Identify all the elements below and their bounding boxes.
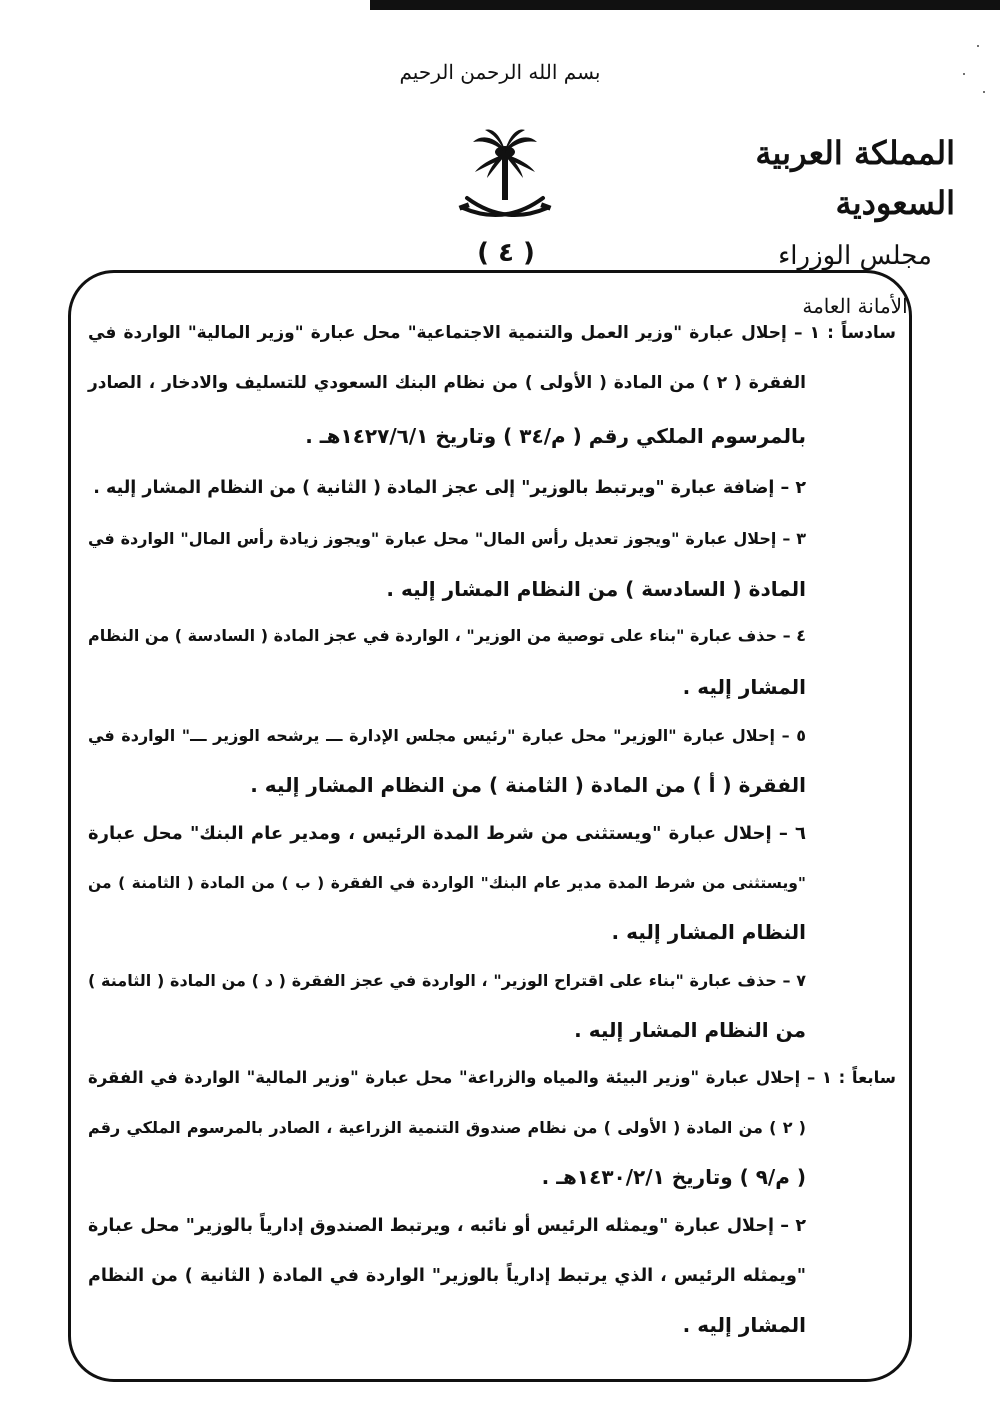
body-line: المشار إليه .	[682, 1313, 806, 1337]
body-line: المادة ( السادسة ) من النظام المشار إليه .	[386, 577, 806, 601]
body-line: "ويستثنى من شرط المدة مدير عام البنك" الواردة في الفقرة ( ب ) من المادة ( الثامنة ) من	[88, 874, 806, 892]
body-line: ( ٢ ) من المادة ( الأولى ) من نظام صندوق التنمية الزراعية ، الصادر بالمرسوم الملكي رقم	[88, 1118, 806, 1137]
body-line: سابعاً : ١ – إحلال عبارة "وزير البيئة والمياه والزراعة" محل عبارة "وزير المالية" الواردة في الفقرة	[88, 1068, 897, 1087]
country-name: المملكة العربية السعودية	[755, 134, 955, 222]
body-line: "ويمثله الرئيس ، الذي يرتبط إدارياً بالوزير" الواردة في المادة ( الثانية ) من النظام	[88, 1266, 806, 1286]
body-line: النظام المشار إليه .	[611, 920, 806, 944]
body-line: المشار إليه .	[682, 675, 806, 699]
body-line: الفقرة ( ٢ ) من المادة ( الأولى ) من نظام البنك السعودي للتسليف والادخار ، الصادر	[88, 373, 806, 393]
page-number: ( ٤ )	[477, 238, 535, 268]
body-line: ٢ – إضافة عبارة "ويرتبط بالوزير" إلى عجز المادة ( الثانية ) من النظام المشار إليه .	[93, 478, 806, 498]
council-name: مجلس الوزراء	[778, 241, 932, 271]
body-line: الفقرة ( أ ) من المادة ( الثامنة ) من النظام المشار إليه .	[250, 773, 806, 797]
secretariat-name: الأمانة العامة	[802, 294, 908, 318]
body-line: من النظام المشار إليه .	[574, 1018, 806, 1042]
body-line: ٧ – حذف عبارة "بناء على اقتراح الوزير" ، الواردة في عجز الفقرة ( د ) من المادة ( الثامنة )	[88, 971, 806, 990]
body-line: ٣ – إحلال عبارة "ويجوز تعديل رأس المال" محل عبارة "ويجوز زيادة رأس المال" الواردة في	[88, 529, 806, 548]
body-line: ٥ – إحلال عبارة "الوزير" محل عبارة "رئيس مجلس الإدارة ـــ يرشحه الوزير ـــ" الواردة في	[88, 726, 806, 745]
body-line: ٤ – حذف عبارة "بناء على توصية من الوزير" ، الواردة في عجز المادة ( السادسة ) من النظام	[88, 626, 806, 645]
body-line: ٢ – إحلال عبارة "ويمثله الرئيس أو نائبه ، ويرتبط الصندوق إدارياً بالوزير" محل عبارة	[88, 1216, 806, 1236]
saudi-emblem-icon	[455, 128, 555, 233]
top-border-line	[370, 0, 1000, 10]
body-line: بالمرسوم الملكي رقم ( م/٣٤ ) وتاريخ ١٤٢٧/٦/١هـ .	[305, 424, 806, 448]
body-line: ( م/٩ ) وتاريخ ١٤٣٠/٢/١هـ .	[541, 1165, 806, 1189]
body-line: ٦ – إحلال عبارة "ويستثنى من شرط المدة الرئيس ، ومدير عام البنك" محل عبارة	[88, 823, 806, 844]
body-line: سادساً : ١ – إحلال عبارة "وزير العمل والتنمية الاجتماعية" محل عبارة "وزير المالية" الواردة في	[88, 323, 897, 343]
basmala: بسم الله الرحمن الرحيم	[399, 60, 601, 84]
